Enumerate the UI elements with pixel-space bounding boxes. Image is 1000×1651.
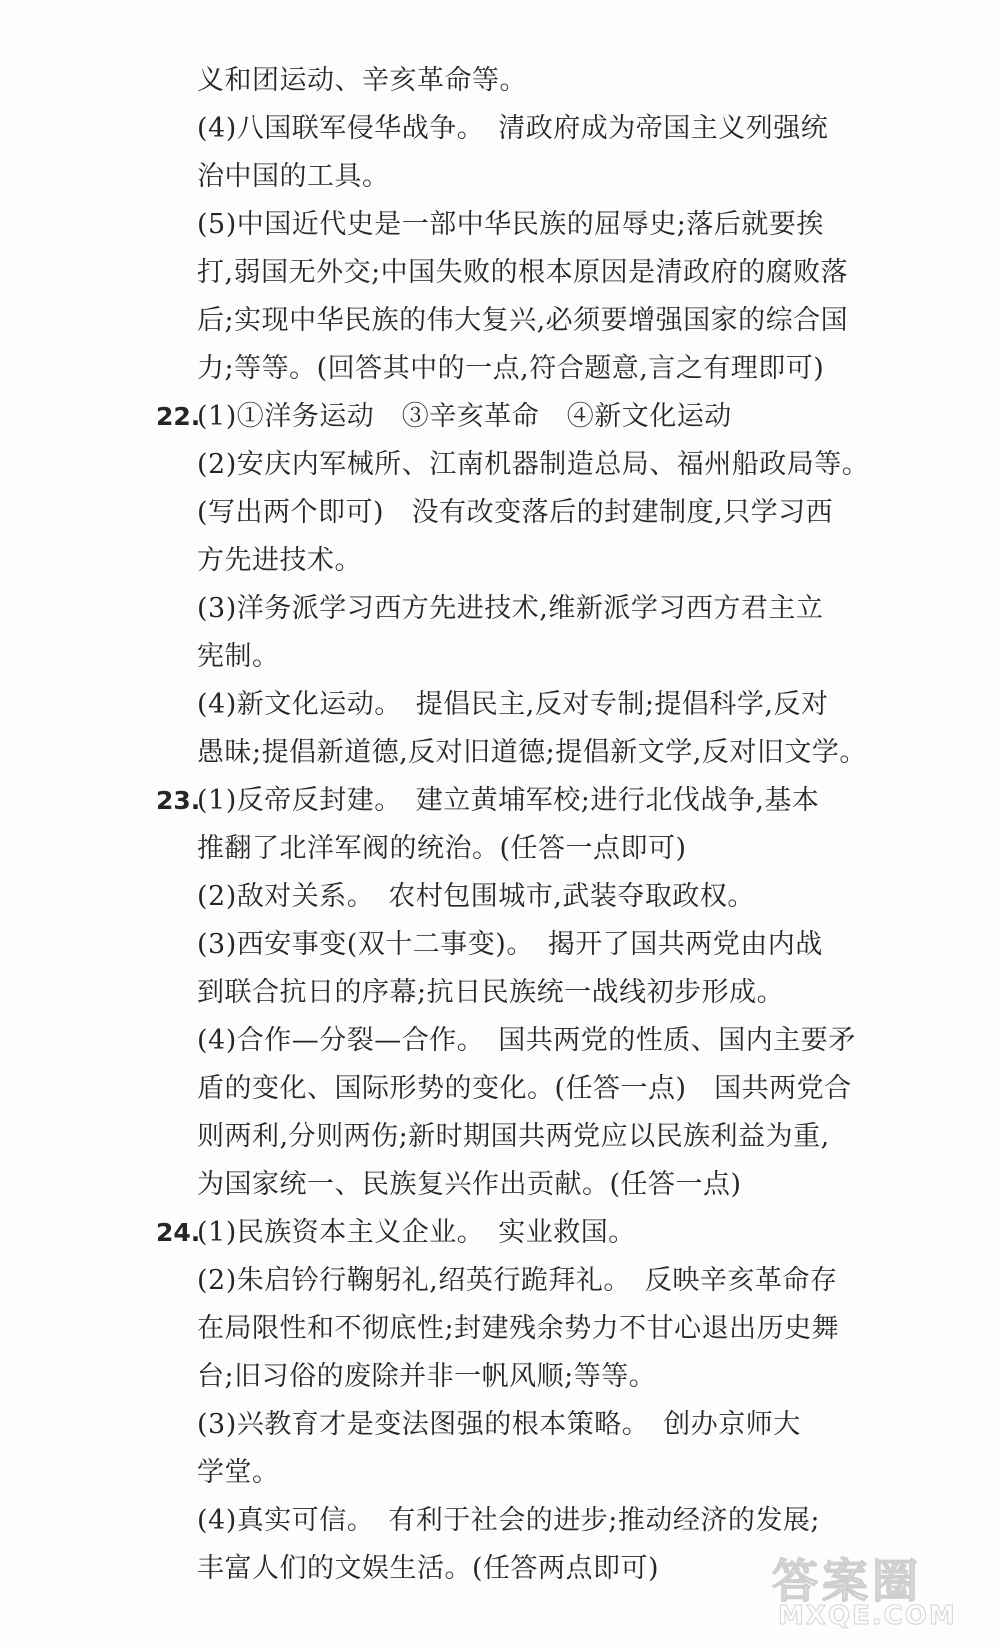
answer-line: 盾的变化、国际形势的变化。(任答一点) 国共两党合 — [197, 1073, 852, 1104]
answer-line: 宪制。 — [197, 641, 280, 672]
answer-line: (3)西安事变(双十二事变)。 揭开了国共两党由内战 — [197, 929, 823, 960]
answer-line: (4)新文化运动。 提倡民主,反对专制;提倡科学,反对 — [197, 689, 829, 720]
answer-line: (2)安庆内军械所、江南机器制造总局、福州船政局等。 — [197, 449, 870, 480]
answer-line: (2)朱启钤行鞠躬礼,绍英行跪拜礼。 反映辛亥革命存 — [197, 1265, 838, 1296]
answer-line: 为国家统一、民族复兴作出贡献。(任答一点) — [197, 1169, 742, 1200]
answer-line: 学堂。 — [197, 1457, 280, 1488]
question-number-23: 23. — [156, 786, 201, 815]
answer-line: 后;实现中华民族的伟大复兴,必须要增强国家的综合国 — [197, 305, 849, 336]
answer-line: (1)反帝反封建。 建立黄埔军校;进行北伐战争,基本 — [197, 785, 820, 816]
answer-line: 力;等等。(回答其中的一点,符合题意,言之有理即可) — [197, 353, 825, 384]
watermark-brand: 答案圈 — [772, 1554, 922, 1608]
question-number-24: 24. — [156, 1218, 201, 1247]
answer-line: 在局限性和不彻底性;封建残余势力不甘心退出历史舞 — [197, 1313, 840, 1344]
answer-line: 愚昧;提倡新道德,反对旧道德;提倡新文学,反对旧文学。 — [197, 737, 867, 768]
answer-line: (3)洋务派学习西方先进技术,维新派学习西方君主立 — [197, 593, 824, 624]
answer-line: 则两利,分则两伤;新时期国共两党应以民族利益为重, — [197, 1121, 830, 1152]
answer-line: 方先进技术。 — [197, 545, 362, 576]
answer-line: (1)民族资本主义企业。 实业救国。 — [197, 1217, 636, 1248]
answer-line: 推翻了北洋军阀的统治。(任答一点即可) — [197, 833, 687, 864]
watermark-site: MXQE.COM — [778, 1601, 957, 1631]
answer-line: 丰富人们的文娱生活。(任答两点即可) — [197, 1553, 660, 1584]
question-number-22: 22. — [156, 402, 201, 431]
answer-line: 到联合抗日的序幕;抗日民族统一战线初步形成。 — [197, 977, 785, 1008]
answer-line: 义和团运动、辛亥革命等。 — [197, 65, 527, 96]
answer-line: 打,弱国无外交;中国失败的根本原因是清政府的腐败落 — [197, 257, 849, 288]
answer-line: (写出两个即可) 没有改变落后的封建制度,只学习西 — [197, 497, 834, 528]
answer-line: (1)①洋务运动 ③辛亥革命 ④新文化运动 — [197, 401, 732, 432]
site-watermark — [772, 1545, 972, 1635]
answer-line: (3)兴教育才是变法图强的根本策略。 创办京师大 — [197, 1409, 801, 1440]
answer-line: (4)合作—分裂—合作。 国共两党的性质、国内主要矛 — [197, 1025, 856, 1056]
answer-line: 台;旧习俗的废除并非一帆风顺;等等。 — [197, 1361, 657, 1392]
answer-line: 治中国的工具。 — [197, 161, 390, 192]
answer-line: (2)敌对关系。 农村包围城市,武装夺取政权。 — [197, 881, 755, 912]
answer-line: (4)八国联军侵华战争。 清政府成为帝国主义列强统 — [197, 113, 829, 144]
answer-line: (5)中国近代史是一部中华民族的屈辱史;落后就要挨 — [197, 209, 824, 240]
answer-line: (4)真实可信。 有利于社会的进步;推动经济的发展; — [197, 1505, 820, 1536]
